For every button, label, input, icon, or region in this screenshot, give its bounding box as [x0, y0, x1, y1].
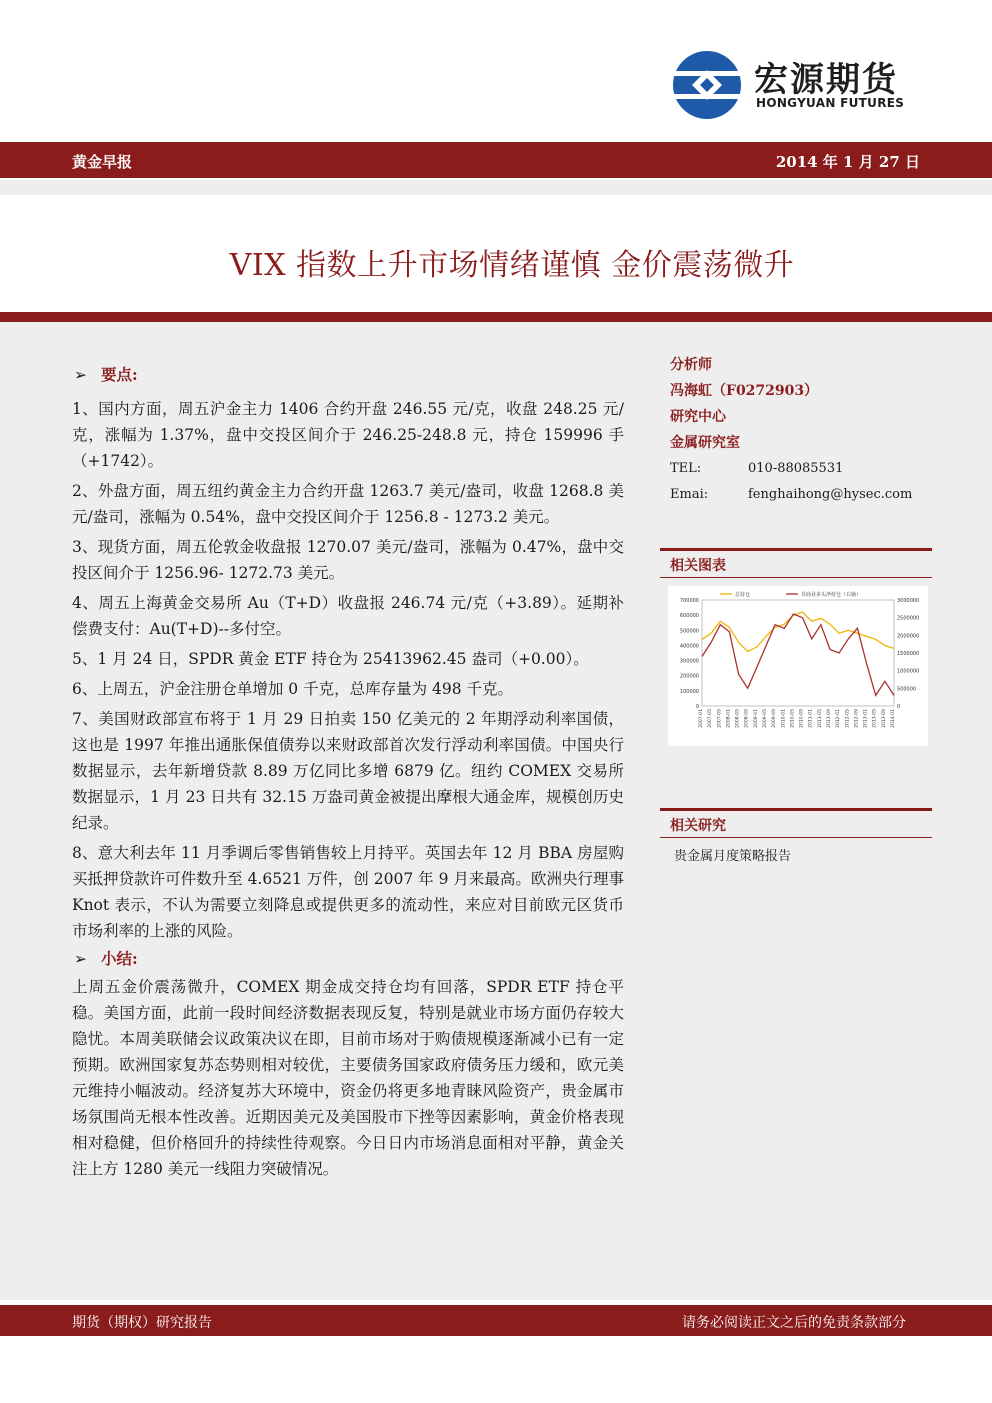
x-tick-label: 2011-09 [827, 709, 832, 728]
report-date: 2014 年 1 月 27 日 [775, 153, 920, 171]
y-left-tick-label: 400000 [679, 643, 699, 650]
sub-department: 金属研究室 [670, 435, 740, 451]
tel-value: 010-88085531 [748, 461, 844, 476]
email-label: Emai: [670, 487, 709, 502]
y-left-tick-label: 700000 [679, 598, 699, 604]
x-tick-label: 2013-01 [863, 709, 869, 728]
summary-text: 上周五金价震荡微升，COMEX 期金成交持仓均有回落，SPDR ETF 持仓平稳。美国方面，此前一段时间经济数据表现反复，特别是就业市场方面仍存较大隐忧。本周美联储会议政策决议在即，目前市场对于购债规模逐渐减小已有一定预期。欧洲国家复苏态势则相对较优，主要债务国家政府债务压力缓和，欧元美元维持小幅波动。经济复苏大环境中，资金仍将更多地青睐风险资产，贵金属市场氛围尚无根本性改善。近期因美元及美国股市下挫等因素影响，黄金价格表现相对稳健，但价格回升的持续性待观察。今日日内市场消息面相对平静，黄金关注上方 1280 美元一线阻力突破情况。 [72, 978, 624, 1178]
y-right-tick-label: 1000000 [897, 668, 920, 675]
footer-left: 期货（期权）研究报告 [72, 1315, 212, 1331]
series-line [702, 612, 894, 651]
y-right-tick-label: 0 [897, 704, 901, 710]
related-research-heading: 相关研究 [660, 808, 932, 838]
x-tick-label: 2013-05 [872, 709, 878, 728]
hongyuan-logo-icon [672, 50, 742, 120]
x-tick-label: 2012-09 [854, 709, 860, 728]
x-tick-label: 2007-09 [717, 709, 723, 728]
y-right-tick-label: 500000 [897, 686, 917, 693]
footer-band [0, 1305, 992, 1336]
analyst-info [670, 352, 932, 508]
y-left-tick-label: 0 [695, 704, 699, 710]
department: 研究中心 [670, 409, 726, 425]
x-tick-label: 2009-01 [753, 709, 759, 728]
y-left-tick-label: 200000 [679, 673, 699, 680]
y-left-tick-label: 600000 [679, 613, 699, 620]
email-value[interactable]: fenghaihong@hysec.com [748, 487, 913, 502]
key-point: 1、国内方面，周五沪金主力 1406 合约开盘 246.55 元/克，收盘 248.25 元/克，涨幅为 1.37%，盘中交投区间介于 246.25-248.8 元，持仓 159996 手（+1742）。 [72, 400, 624, 470]
analyst-role: 分析师 [670, 357, 712, 373]
key-points-heading: ➢ 要点: [74, 365, 138, 384]
key-point: 6、上周五，沪金注册仓单增加 0 千克，总库存量为 498 千克。 [72, 680, 514, 698]
summary-heading: ➢ 小结: [74, 949, 138, 968]
company-logo [672, 46, 922, 120]
series-line [702, 614, 894, 695]
related-charts-heading: 相关图表 [660, 548, 932, 578]
x-tick-label: 2009-05 [763, 709, 768, 728]
y-right-tick-label: 2000000 [897, 633, 920, 640]
y-right-tick-label: 3000000 [897, 598, 920, 604]
x-tick-label: 2010-01 [781, 709, 787, 728]
title-divider [0, 312, 992, 322]
x-tick-label: 2009-09 [772, 709, 778, 728]
x-tick-label: 2011-05 [817, 709, 823, 728]
main-content [72, 360, 624, 1182]
arrow-bullet-icon: ➢ [74, 950, 87, 968]
x-tick-label: 2008-05 [735, 709, 741, 728]
x-tick-label: 2007-05 [708, 709, 714, 728]
x-tick-label: 2010-09 [799, 709, 805, 728]
x-tick-label: 2008-09 [744, 709, 750, 728]
footer-disclaimer[interactable]: 请务必阅读正文之后的免责条款部分 [682, 1315, 906, 1331]
key-point: 4、周五上海黄金交易所 Au（T+D）收盘报 246.74 元/克（+3.89）。延期补偿费支付：Au(T+D)--多付空。 [72, 594, 624, 638]
header-divider [0, 180, 992, 195]
y-right-tick-label: 2500000 [897, 615, 920, 622]
brand-name-en: HONGYUAN FUTURES [756, 96, 905, 110]
key-point: 2、外盘方面，周五纽约黄金主力合约开盘 1263.7 美元/盎司，收盘 1268.8 美元/盎司，涨幅为 0.54%，盘中交投区间介于 1256.8 - 1273.2 美元。 [72, 482, 624, 526]
y-left-tick-label: 100000 [679, 688, 699, 695]
legend-label: 非商业多头净持仓（右轴） [801, 592, 862, 598]
x-tick-label: 2010-05 [790, 709, 796, 728]
analyst-name: 冯海虹（F0272903） [670, 383, 819, 399]
key-point: 3、现货方面，周五伦敦金收盘报 1270.07 美元/盎司，涨幅为 0.47%，盘中交投区间介于 1256.96- 1272.73 美元。 [72, 538, 624, 582]
report-title: VIX 指数上升市场情绪谨慎 金价震荡微升 [229, 248, 795, 283]
email-row [670, 482, 932, 508]
arrow-bullet-icon: ➢ [74, 366, 87, 384]
brand-name-cn: 宏源期货 [754, 60, 898, 100]
y-right-tick-label: 1500000 [897, 651, 920, 657]
tel-label: TEL: [670, 461, 702, 476]
key-point: 7、美国财政部宣布将于 1 月 29 日拍卖 150 亿美元的 2 年期浮动利率国债，这也是 1997 年推出通胀保值债券以来财政部首次发行浮动利率国债。中国央行数据显示，去年新增贷款 8.89 万亿同比多增 6879 亿。纽约 COMEX 交易所数据显示，1 月 23 日共有 32.15 万盎司黄金被提出摩根大通金库，规模创历史纪录。 [72, 710, 624, 832]
x-tick-label: 2011-01 [808, 709, 814, 728]
chart-container [668, 586, 928, 746]
key-point: 5、1 月 24 日，SPDR 黄金 ETF 持仓为 25413962.45 盎司（+0.00）。 [72, 650, 589, 668]
related-research-item[interactable]: 贵金属月度策略报告 [674, 849, 792, 864]
legend-label: 总持仓 [735, 592, 751, 598]
tel-row [670, 456, 932, 482]
position-chart [668, 586, 928, 746]
y-left-tick-label: 300000 [679, 658, 699, 665]
x-tick-label: 2012-01 [836, 709, 842, 728]
report-type: 黄金早报 [72, 153, 133, 171]
x-tick-label: 2014-01 [891, 709, 896, 728]
header-band [0, 142, 992, 178]
y-left-tick-label: 500000 [679, 628, 699, 635]
x-tick-label: 2012-05 [845, 709, 851, 728]
x-tick-label: 2008-01 [726, 709, 732, 728]
key-point: 8、意大利去年 11 月季调后零售销售较上月持平。英国去年 12 月 BBA 房屋购买抵押贷款许可件数升至 4.6521 万件，创 2007 年 9 月来最高。欧洲央行理事 Knot 表示，不认为需要立刻降息或提供更多的流动性，来应对目前欧元区货币市场利率的上涨的风险。 [72, 844, 624, 940]
x-tick-label: 2007-01 [699, 709, 704, 728]
x-tick-label: 2013-09 [881, 709, 887, 728]
